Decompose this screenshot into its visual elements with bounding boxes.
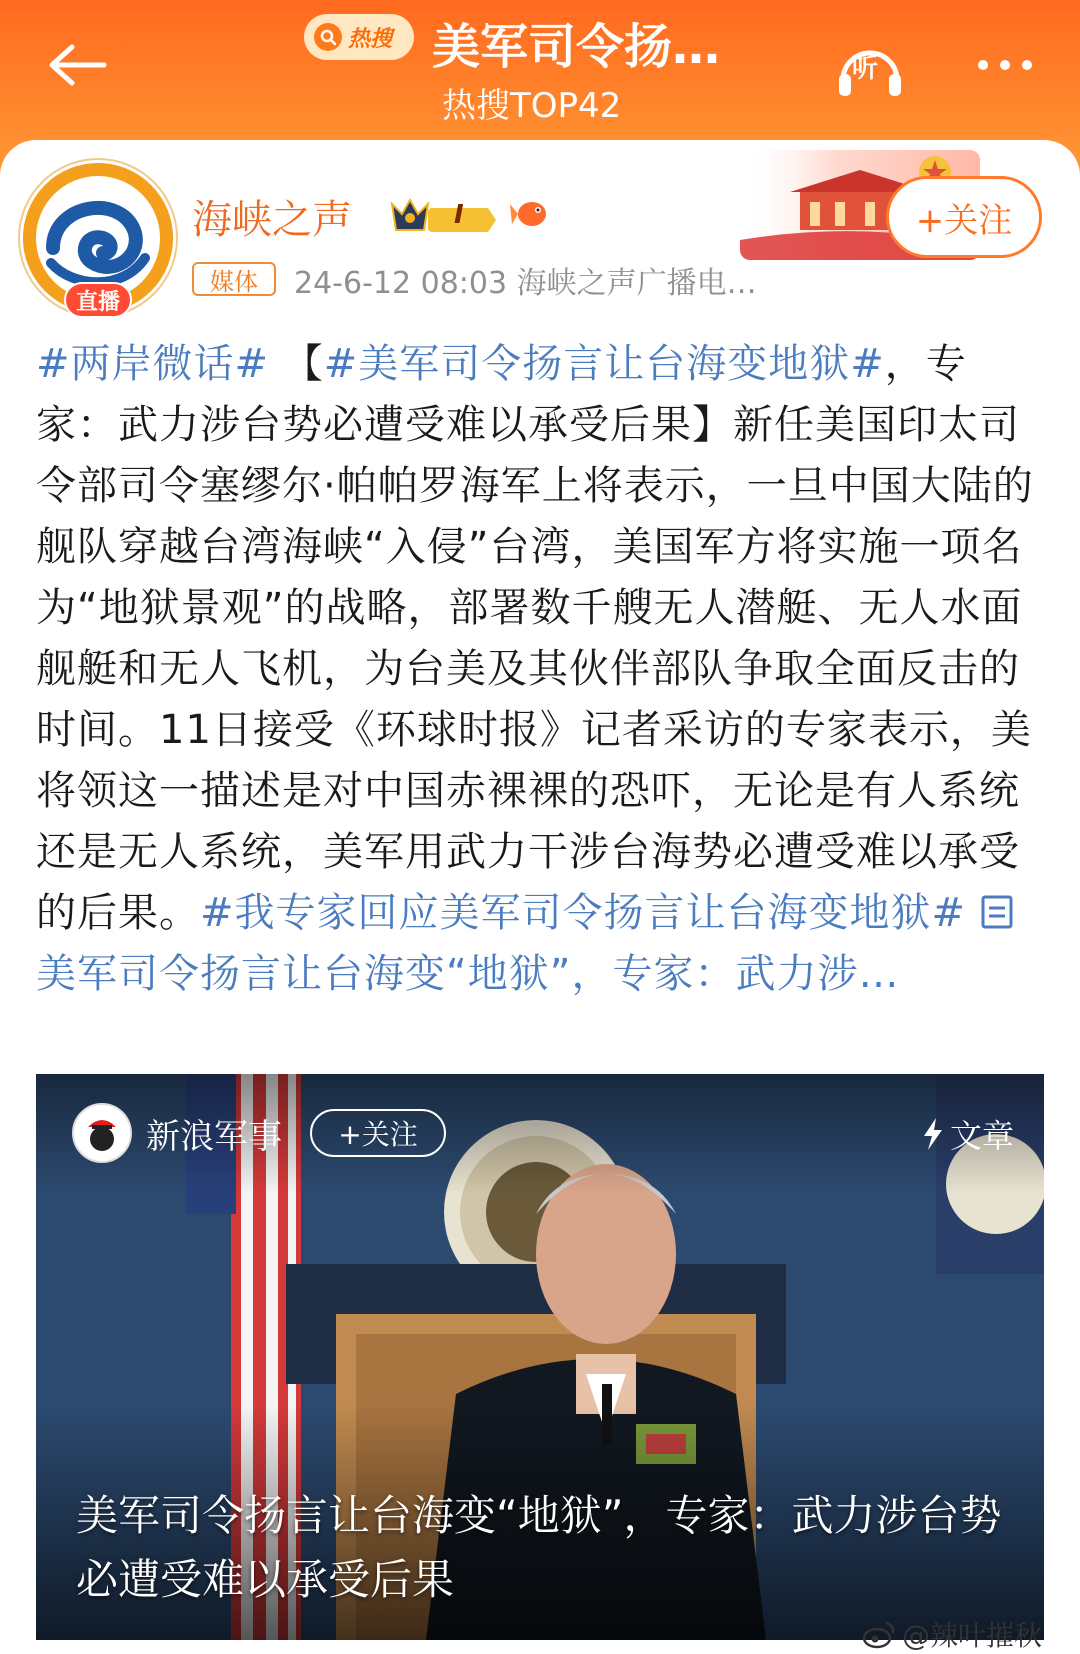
article-title: 美军司令扬言让台海变“地狱”，专家：武力涉台势必遭受难以承受后果 — [76, 1491, 1002, 1604]
hashtag-link[interactable]: #美军司令扬言让台海变地狱# — [323, 341, 885, 387]
media-tag: 媒体 — [192, 262, 276, 296]
page-title: 美军司令扬… — [432, 19, 721, 75]
hot-badge-label: 热搜 — [348, 26, 393, 52]
listen-label: 听 — [852, 54, 879, 84]
more-dot-icon — [1000, 60, 1010, 70]
post-body: ，专家：武力涉台势必遭受难以承受后果】新任美国印太司令部司令塞缪尔·帕帕罗海军上将表示，一旦中国大陆的舰队穿越台湾海峡“入侵”台湾，美国军方将实施一项名为“地狱景观”的战略，部署数千艘无人潜艇、无人水面舰艇和无人飞机，为台美及其伙伴部队争取全面反击的时间。11日接受《环球时报》记者采访的专家表示，美将领这一描述是对中国赤裸裸的恐吓，无论是有人系统还是无人系统，美军用武力干涉台海势必遭受难以承受的后果。 — [36, 341, 1034, 936]
back-arrow-icon — [44, 41, 108, 89]
watermark-text: @辣叶摧秋 — [902, 1619, 1043, 1652]
post-text — [36, 334, 1046, 1054]
back-button[interactable] — [36, 30, 116, 100]
post-meta: 24-6-12 08:03 海峡之声广播电… — [294, 266, 757, 298]
page-subtitle: 热搜TOP42 — [442, 86, 622, 126]
crown-icon — [388, 196, 498, 236]
follow-button[interactable]: +关注 — [886, 176, 1042, 258]
sina-military-logo-icon — [78, 1109, 126, 1157]
article-type-text: 文章 — [949, 1117, 1014, 1155]
hashtag-link[interactable]: #我专家回应美军司令扬言让台海变地狱# — [200, 890, 967, 936]
search-icon — [314, 23, 342, 51]
lightning-icon — [922, 1118, 944, 1150]
article-source — [72, 1098, 446, 1168]
more-dot-icon — [978, 60, 988, 70]
listen-button[interactable] — [830, 30, 910, 110]
article-type-label — [922, 1112, 1014, 1156]
more-dot-icon — [1022, 60, 1032, 70]
article-icon — [980, 894, 1014, 930]
article-link-text: 美军司令扬言让台海变“地狱”，专家：武力涉… — [36, 951, 900, 997]
author-name[interactable]: 海峡之声 — [192, 197, 352, 243]
vip-crown-badge — [388, 196, 498, 236]
live-badge: 直播 — [64, 282, 132, 318]
weibo-logo-icon — [862, 1619, 896, 1649]
weibo-watermark — [862, 1616, 1042, 1652]
vip-level: I — [454, 200, 464, 230]
source-follow-button[interactable]: +关注 — [310, 1109, 446, 1157]
hot-search-badge[interactable] — [304, 14, 414, 60]
post-bracket: 【 — [269, 341, 324, 387]
source-name[interactable]: 新浪军事 — [146, 1116, 282, 1157]
article-card[interactable] — [36, 1074, 1044, 1640]
fish-icon — [508, 192, 552, 236]
hashtag-link[interactable]: #两岸微话# — [36, 341, 270, 387]
source-avatar[interactable] — [72, 1103, 132, 1163]
more-options-button[interactable] — [960, 40, 1050, 90]
